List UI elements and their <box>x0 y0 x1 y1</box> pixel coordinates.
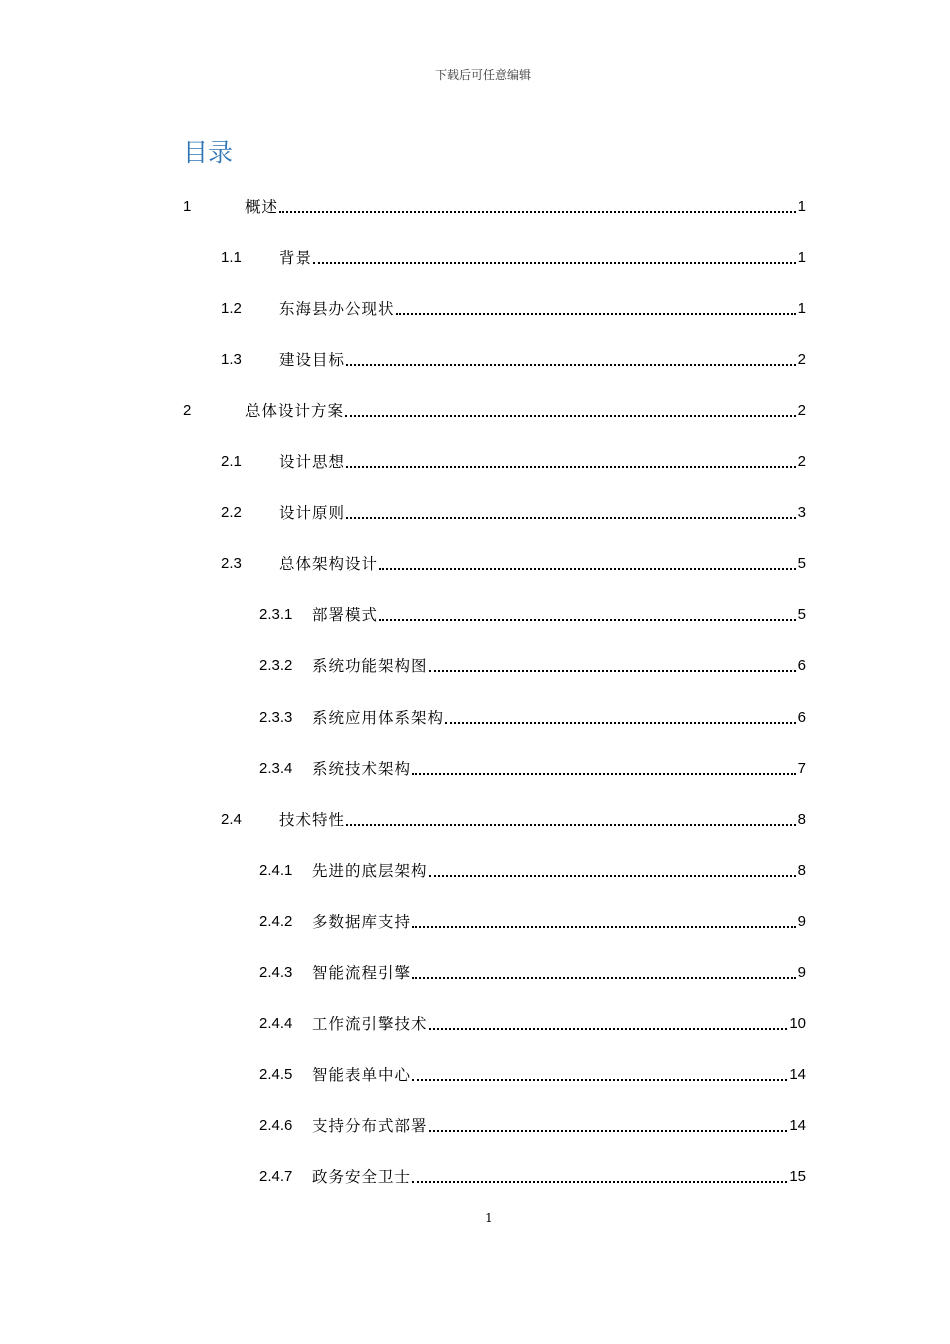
toc-entry[interactable] <box>259 910 806 932</box>
toc-entry-label: 建设目标 <box>279 351 346 369</box>
toc-entry-number: 2.4.5 <box>259 1066 293 1083</box>
toc-entry[interactable] <box>221 246 806 268</box>
toc-entry-page: 7 <box>797 760 806 777</box>
toc-entry-label: 多数据库支持 <box>312 913 412 931</box>
toc-entry-label: 系统应用体系架构 <box>312 709 445 727</box>
page-number: 1 <box>485 1211 493 1225</box>
toc-entry-page: 14 <box>789 1117 806 1134</box>
toc-entry[interactable] <box>221 348 806 370</box>
toc-entry-number: 2.1 <box>221 453 242 470</box>
toc-entry-label: 总体设计方案 <box>245 402 345 420</box>
toc-entry-label: 系统功能架构图 <box>312 657 428 675</box>
toc-dot-leader <box>429 875 796 877</box>
toc-entry-label: 设计原则 <box>279 504 346 522</box>
toc-entry-number: 2.3.2 <box>259 657 293 674</box>
toc-entry-page: 1 <box>797 249 806 266</box>
toc-entry[interactable] <box>259 1114 806 1136</box>
toc-entry-label: 总体架构设计 <box>279 555 379 573</box>
toc-entry-page: 2 <box>797 402 806 419</box>
toc-entry[interactable] <box>183 195 806 217</box>
toc-entry[interactable] <box>221 808 806 830</box>
toc-entry-number: 1.2 <box>221 300 242 317</box>
toc-dot-leader <box>412 926 796 928</box>
toc-entry-label: 先进的底层架构 <box>312 862 428 880</box>
toc-entry-page: 6 <box>797 709 806 726</box>
toc-entry[interactable] <box>259 961 806 983</box>
toc-dot-leader <box>346 364 796 366</box>
page-header: 下载后可任意编辑 <box>434 68 531 82</box>
toc-entry-label: 设计思想 <box>279 453 346 471</box>
toc-entry-label: 概述 <box>245 198 279 216</box>
toc-entry[interactable] <box>221 297 806 319</box>
toc-dot-leader <box>412 773 796 775</box>
toc-entry[interactable] <box>259 1063 806 1085</box>
toc-entry-label: 部署模式 <box>312 606 379 624</box>
toc-entry-number: 2.4 <box>221 811 242 828</box>
toc-entry-page: 9 <box>797 964 806 981</box>
toc-dot-leader <box>346 824 796 826</box>
toc-entry-label: 东海县办公现状 <box>279 300 395 318</box>
toc-title: 目录 <box>183 138 234 167</box>
toc-dot-leader <box>429 1130 788 1132</box>
toc-entry-label: 政务安全卫士 <box>312 1168 412 1186</box>
toc-dot-leader <box>379 568 796 570</box>
toc-dot-leader <box>445 722 796 724</box>
toc-dot-leader <box>346 517 796 519</box>
toc-entry-page: 15 <box>789 1168 806 1185</box>
toc-entry-page: 10 <box>789 1015 806 1032</box>
toc-entry-page: 3 <box>797 504 806 521</box>
toc-dot-leader <box>412 1181 787 1183</box>
toc-entry-page: 5 <box>797 606 806 623</box>
toc-entry-label: 技术特性 <box>279 811 346 829</box>
toc-entry-number: 2 <box>183 402 192 419</box>
toc-entry[interactable] <box>221 501 806 523</box>
toc-entry-number: 2.4.2 <box>259 913 293 930</box>
toc-entry-page: 8 <box>797 811 806 828</box>
toc-entry-label: 工作流引擎技术 <box>312 1015 428 1033</box>
toc-dot-leader <box>396 313 796 315</box>
toc-entry-label: 智能表单中心 <box>312 1066 412 1084</box>
toc-entry-page: 14 <box>789 1066 806 1083</box>
toc-entry[interactable] <box>259 1165 806 1187</box>
toc-entry-number: 2.3.1 <box>259 606 293 623</box>
toc-entry-label: 支持分布式部署 <box>312 1117 428 1135</box>
toc-entry[interactable] <box>259 859 806 881</box>
toc-entry[interactable] <box>259 654 806 676</box>
toc-entry[interactable] <box>259 603 806 625</box>
toc-entry[interactable] <box>259 1012 806 1034</box>
toc-entry-number: 2.4.1 <box>259 862 293 879</box>
toc-dot-leader <box>313 262 796 264</box>
toc-dot-leader <box>429 1028 788 1030</box>
toc-entry-number: 1 <box>183 198 192 215</box>
toc-dot-leader <box>412 977 796 979</box>
toc-entry-number: 2.4.7 <box>259 1168 293 1185</box>
toc-entry-page: 6 <box>797 657 806 674</box>
toc-entry[interactable] <box>221 552 806 574</box>
toc-entry-number: 2.3.4 <box>259 760 293 777</box>
toc-entry-number: 2.3 <box>221 555 242 572</box>
toc-dot-leader <box>379 619 796 621</box>
toc-entry-number: 1.3 <box>221 351 242 368</box>
toc-entry[interactable] <box>183 399 806 421</box>
toc-dot-leader <box>279 211 796 213</box>
toc-entry-label: 系统技术架构 <box>312 760 412 778</box>
toc-entry-number: 2.4.3 <box>259 964 293 981</box>
toc-entry-page: 9 <box>797 913 806 930</box>
toc-entry-page: 2 <box>797 453 806 470</box>
toc-dot-leader <box>412 1079 787 1081</box>
toc-entry-number: 1.1 <box>221 249 242 266</box>
toc-entry-page: 2 <box>797 351 806 368</box>
toc-entry-number: 2.4.4 <box>259 1015 293 1032</box>
toc-entry-page: 1 <box>797 300 806 317</box>
toc-entry-label: 智能流程引擎 <box>312 964 412 982</box>
toc-dot-leader <box>345 415 796 417</box>
toc-entry-page: 8 <box>797 862 806 879</box>
toc-entry[interactable] <box>259 757 806 779</box>
toc-entry[interactable] <box>259 706 806 728</box>
toc-entry-page: 5 <box>797 555 806 572</box>
toc-entry-number: 2.2 <box>221 504 242 521</box>
toc-dot-leader <box>429 670 796 672</box>
toc-entry[interactable] <box>221 450 806 472</box>
toc-entry-number: 2.4.6 <box>259 1117 293 1134</box>
toc-entry-label: 背景 <box>279 249 313 267</box>
toc-entry-page: 1 <box>797 198 806 215</box>
toc-entry-number: 2.3.3 <box>259 709 293 726</box>
toc-dot-leader <box>346 466 796 468</box>
